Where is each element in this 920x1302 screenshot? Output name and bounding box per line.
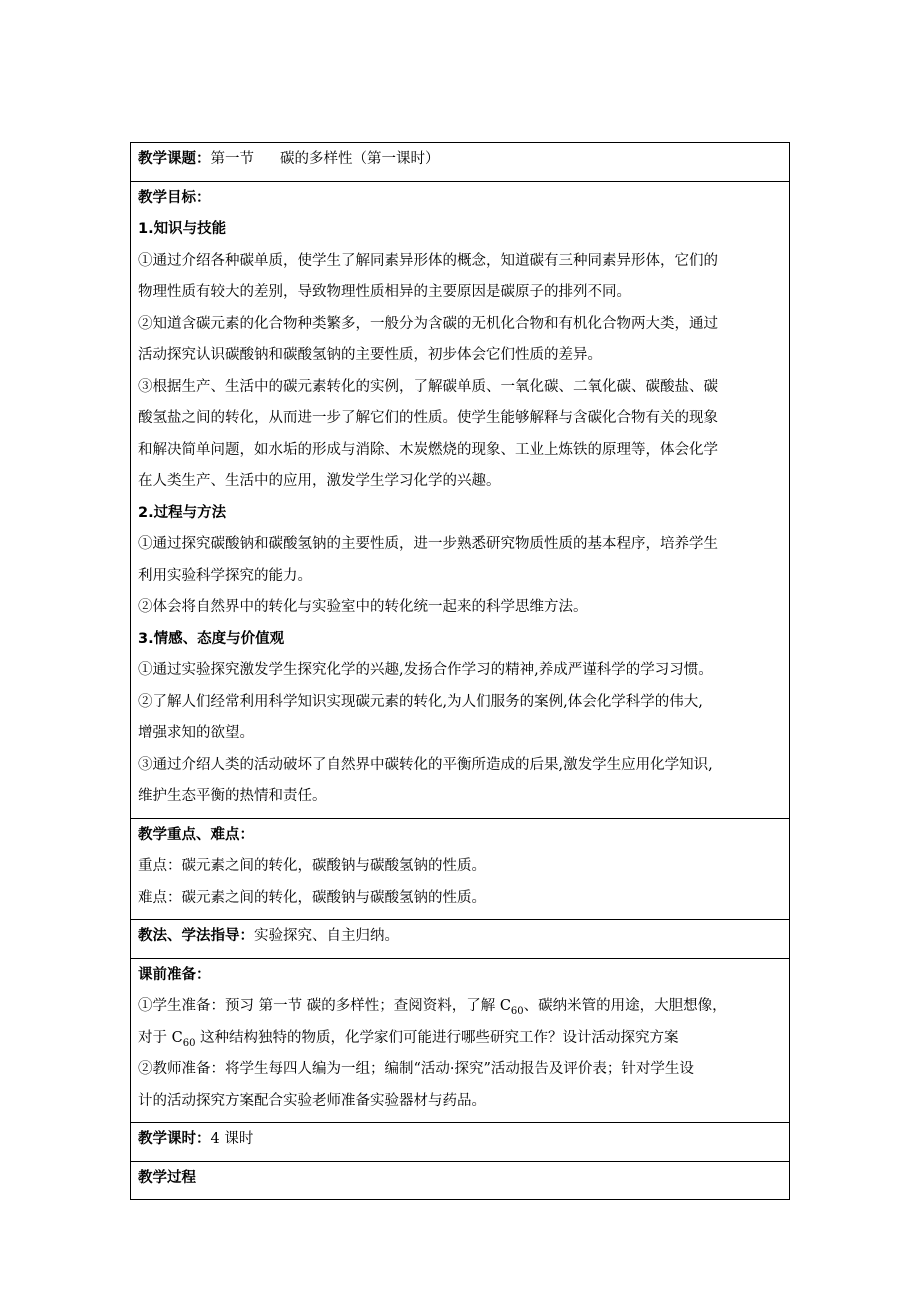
paragraph-line: ①通过介绍各种碳单质，使学生了解同素异形体的概念，知道碳有三种同素异形体，它们的: [138, 252, 718, 269]
key-points-row: [131, 818, 790, 920]
paragraph-line: ②了解人们经常利用科学知识实现碳元素的转化,为人们服务的案例,体会化学科学的伟大,: [138, 693, 703, 710]
title-topic: 碳的多样性（第一课时）: [280, 151, 440, 167]
methods-row: [131, 920, 790, 959]
paragraph-line: ③根据生产、生活中的碳元素转化的实例，了解碳单质、一氧化碳、二氧化碳、碳酸盐、碳: [138, 378, 718, 395]
paragraph-line: ③通过介绍人类的活动破坏了自然界中碳转化的平衡所造成的后果,激发学生应用化学知识,: [138, 756, 713, 773]
paragraph-line: 在人类生产、生活中的应用，激发学生学习化学的兴趣。: [138, 473, 501, 489]
key-point-line: 重点：碳元素之间的转化，碳酸钠与碳酸氢钠的性质。: [138, 858, 486, 874]
paragraph-line: ②知道含碳元素的化合物种类繁多，一般分为含碳的无机化合物和有机化合物两大类，通过: [138, 315, 718, 332]
objectives-row: [131, 181, 790, 818]
lesson-plan-table: [130, 142, 790, 1200]
paragraph-line: 活动探究认识碳酸钠和碳酸氢钠的主要性质，初步体会它们性质的差异。: [138, 347, 602, 363]
section-title: 1.知识与技能: [138, 221, 227, 237]
objectives-heading: 教学目标：: [138, 189, 211, 206]
key-points-heading: 教学重点、难点：: [138, 826, 254, 843]
methods-label: 教法、学法指导：: [138, 928, 254, 944]
paragraph-line: ①通过探究碳酸钠和碳酸氢钠的主要性质，进一步熟悉研究物质性质的基本程序，培养学生: [138, 536, 718, 552]
methods-value: 实验探究、自主归纳。: [254, 928, 399, 944]
hours-label: 教学课时：: [138, 1131, 211, 1147]
title-section: 第一节: [210, 151, 254, 167]
student-prep-line: ①学生准备：预习 第一节 碳的多样性；查阅资料，了解 $C_{60}$、碳纳米管的用途，大胆想像，: [138, 998, 727, 1017]
process-row: [131, 1161, 790, 1200]
difficulty-line: 难点：碳元素之间的转化，碳酸钠与碳酸氢钠的性质。: [138, 889, 486, 906]
paragraph-line: 维护生态平衡的热情和责任。: [138, 788, 327, 804]
paragraph-line: ①通过实验探究激发学生探究化学的兴趣,发扬合作学习的精神,养成严谨科学的学习习惯。: [138, 662, 713, 678]
paragraph-line: 酸氢盐之间的转化，从而进一步了解它们的性质。使学生能够解释与含碳化合物有关的现象: [138, 410, 718, 426]
section-title: 2.过程与方法: [138, 504, 227, 521]
section-title: 3.情感、态度与价值观: [138, 630, 285, 647]
title-label: 教学课题：: [138, 151, 211, 167]
paragraph-line: 和解决简单问题，如水垢的形成与消除、木炭燃烧的现象、工业上炼铁的原理等，体会化学: [138, 441, 718, 458]
paragraph-line: 利用实验科学探究的能力。: [138, 567, 312, 584]
paragraph-line: ②体会将自然界中的转化与实验室中的转化统一起来的科学思维方法。: [138, 599, 588, 615]
paragraph-line: 增强求知的欲望。: [138, 725, 254, 741]
teacher-prep-line-2: 计的活动探究方案配合实验老师准备实验器材与药品。: [138, 1092, 486, 1109]
preparation-row: [131, 958, 790, 1123]
title-row: [131, 143, 790, 182]
hours-row: [131, 1123, 790, 1162]
process-heading: 教学过程: [138, 1169, 196, 1186]
preparation-heading: 课前准备：: [138, 966, 211, 983]
student-prep-line-2: 对于 $C_{60}$ 这种结构独特的物质，化学家们可能进行哪些研究工作？设计活动探究方案: [138, 1029, 679, 1049]
teacher-prep-line: ②教师准备：将学生每四人编为一组；编制“活动·探究”活动报告及评价表；针对学生设: [138, 1061, 694, 1077]
hours-value: 4 课时: [210, 1131, 254, 1147]
paragraph-line: 物理性质有较大的差别，导致物理性质相异的主要原因是碳原子的排列不同。: [138, 284, 631, 300]
